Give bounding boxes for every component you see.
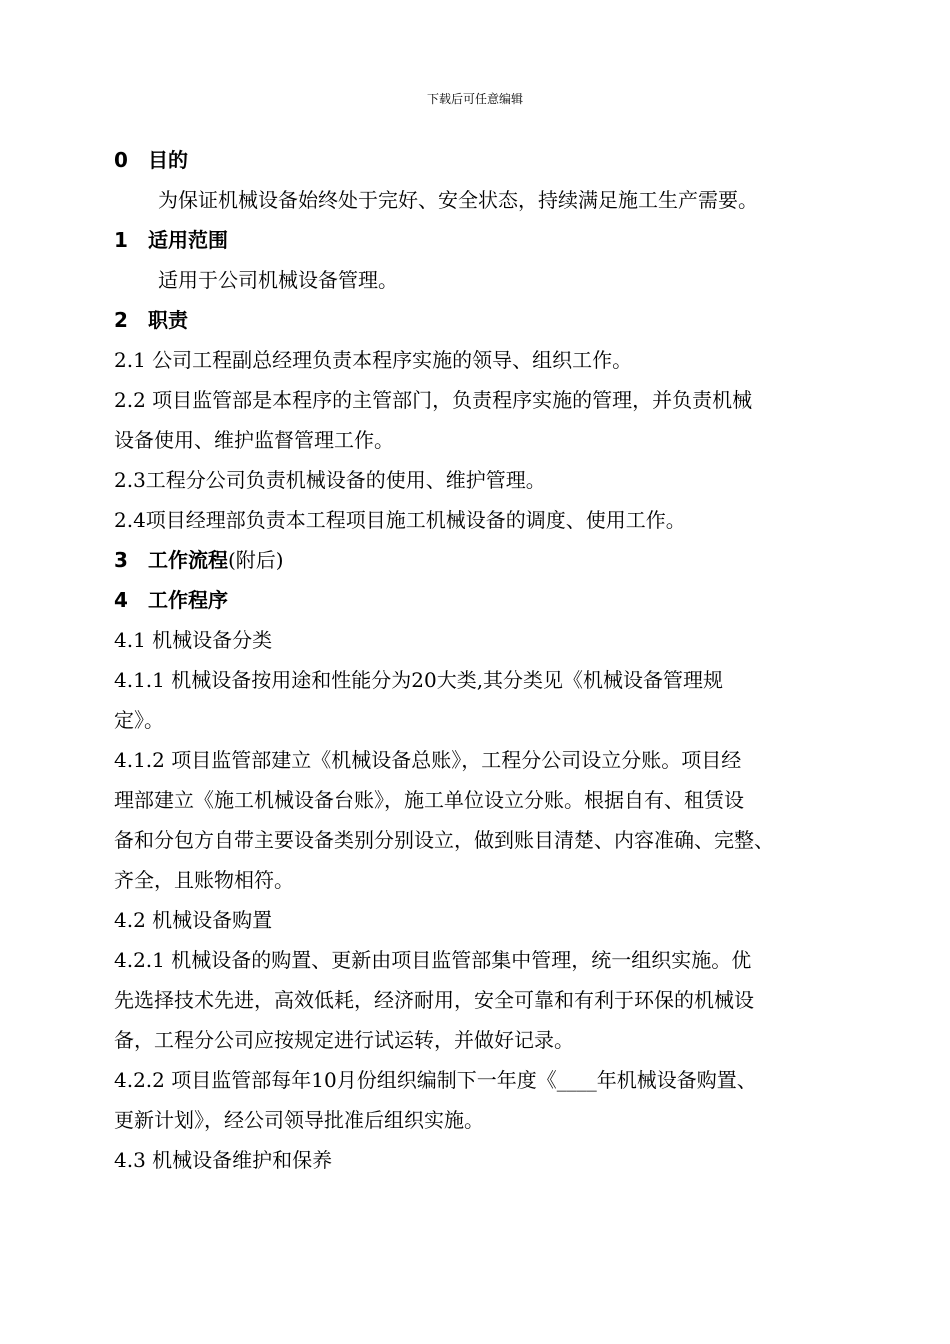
section-number: 2 (114, 308, 128, 332)
paragraph-4-2-2-line-2: 更新计划》，经公司领导批准后组织实施。 (114, 1108, 484, 1132)
paragraph-4-1-1-line-1: 4.1.1 机械设备按用途和性能分为20大类,其分类见《机械设备管理规 (114, 668, 724, 692)
section-number: 1 (114, 228, 128, 252)
section-heading-purpose (114, 140, 854, 180)
paragraph-4-2-1-line-3: 备，工程分公司应按规定进行试运转，并做好记录。 (114, 1028, 574, 1052)
subsection-4-3: 4.3 机械设备维护和保养 (114, 1148, 333, 1172)
section-number: 3 (114, 548, 128, 572)
section-title-suffix: (附后) (228, 548, 284, 572)
paragraph-4-2-1-line-1: 4.2.1 机械设备的购置、更新由项目监管部集中管理，统一组织实施。优 (114, 948, 752, 972)
paragraph-4-1-2-line-2: 理部建立《施工机械设备台账》，施工单位设立分账。根据自有、租赁设 (114, 788, 744, 812)
paragraph-4-2-2-line-1: 4.2.2 项目监管部每年10月份组织编制下一年度《____年机械设备购置、 (114, 1068, 757, 1092)
page-header-note: 下载后可任意编辑 (426, 92, 523, 106)
paragraph-4-1-2-line-3: 备和分包方自带主要设备类别分别设立，做到账目清楚、内容准确、完整、 (114, 828, 774, 852)
paragraph-2-1: 2.1 公司工程副总经理负责本程序实施的领导、组织工作。 (114, 348, 633, 372)
section-title: 职责 (148, 308, 188, 332)
section-title: 工作流程 (148, 548, 228, 572)
document-body (114, 140, 854, 1180)
section-number: 4 (114, 588, 128, 612)
section-heading-scope (114, 220, 854, 260)
paragraph-4-2-1-line-2: 先选择技术先进，高效低耗，经济耐用，安全可靠和有利于环保的机械设 (114, 988, 754, 1012)
section-title: 工作程序 (148, 588, 228, 612)
paragraph-2-2-line-2: 设备使用、维护监督管理工作。 (114, 428, 394, 452)
section-title: 目的 (148, 148, 188, 172)
subsection-4-1: 4.1 机械设备分类 (114, 628, 273, 652)
paragraph-2-2-line-1: 2.2 项目监管部是本程序的主管部门，负责程序实施的管理，并负责机械 (114, 388, 753, 412)
paragraph-4-1-2-line-1: 4.1.2 项目监管部建立《机械设备总账》，工程分公司设立分账。项目经 (114, 748, 742, 772)
section-heading-procedure (114, 580, 854, 620)
paragraph-4-1-1-line-2: 定》。 (114, 708, 164, 732)
paragraph-2-4: 2.4项目经理部负责本工程项目施工机械设备的调度、使用工作。 (114, 508, 686, 532)
section-heading-workflow (114, 540, 854, 580)
paragraph-scope: 适用于公司机械设备管理。 (158, 268, 398, 292)
paragraph-purpose: 为保证机械设备始终处于完好、安全状态，持续满足施工生产需要。 (158, 188, 758, 212)
subsection-4-2: 4.2 机械设备购置 (114, 908, 273, 932)
paragraph-2-3: 2.3工程分公司负责机械设备的使用、维护管理。 (114, 468, 546, 492)
paragraph-4-1-2-line-4: 齐全，且账物相符。 (114, 868, 294, 892)
section-title: 适用范围 (148, 228, 228, 252)
section-heading-responsibilities (114, 300, 854, 340)
section-number: 0 (114, 148, 128, 172)
